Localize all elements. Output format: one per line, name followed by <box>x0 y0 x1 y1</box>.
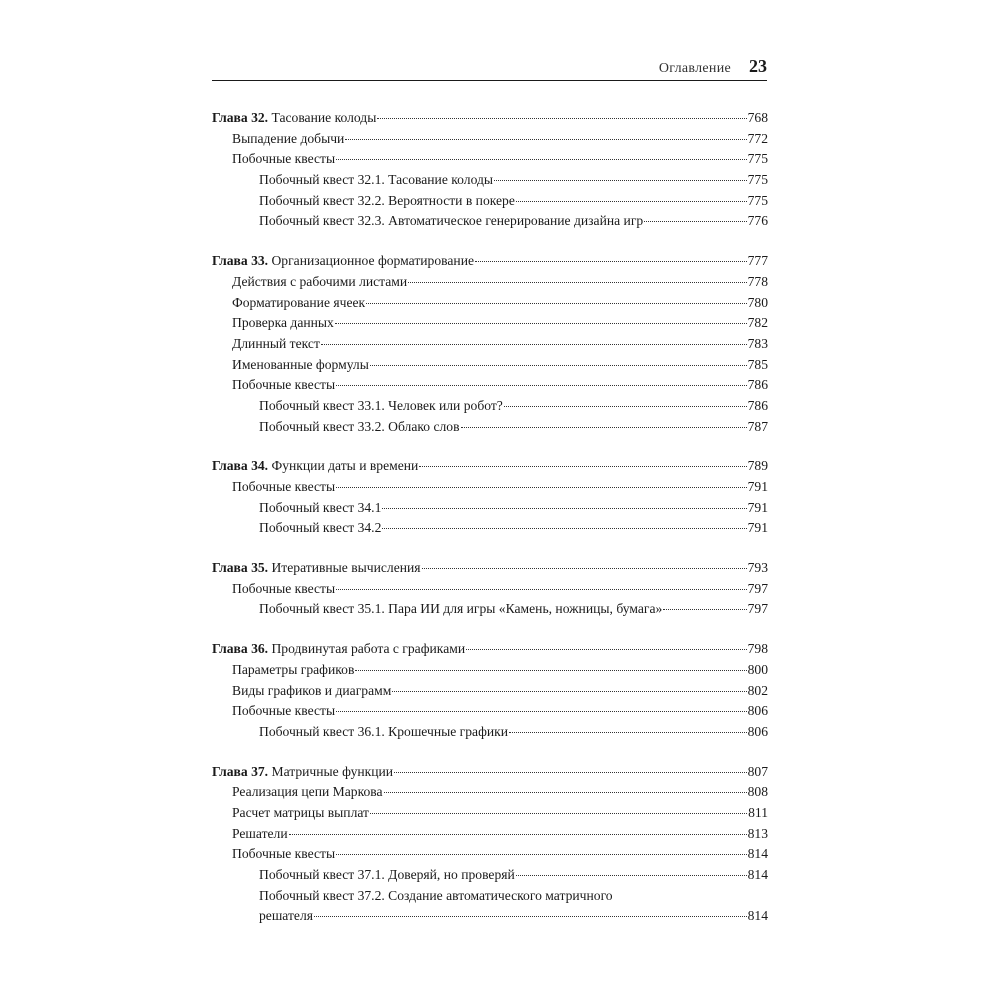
entry-page-number: 775 <box>747 151 768 167</box>
running-header <box>212 54 767 81</box>
chapter-page-number: 807 <box>747 763 768 779</box>
chapter-entry[interactable] <box>212 108 768 129</box>
chapter-title-text <box>212 251 474 272</box>
entry-page-number: 791 <box>747 499 768 515</box>
dot-leader <box>336 486 747 488</box>
dot-leader <box>504 405 747 407</box>
chapter-entry[interactable] <box>212 558 768 579</box>
chapter-page-number: 768 <box>747 110 768 125</box>
chapter-block <box>212 639 768 742</box>
section-entry[interactable] <box>212 375 768 396</box>
dot-leader <box>516 200 747 202</box>
dot-leader <box>419 465 746 467</box>
dot-leader <box>321 343 747 345</box>
entry-title: Побочный квест 36.1. Крошечные графики <box>259 723 509 739</box>
dot-leader <box>382 527 746 529</box>
entry-page-number: 775 <box>747 192 768 208</box>
entry-title: Длинный текст <box>232 335 320 351</box>
section-entry[interactable] <box>212 149 768 170</box>
chapter-title: Тасование колоды <box>271 110 377 125</box>
dot-leader <box>336 588 747 590</box>
dot-leader <box>382 507 746 509</box>
entry-title: Виды графиков и диаграмм <box>232 682 392 698</box>
entry-title: решателя <box>259 908 313 924</box>
chapter-label: Глава 36. <box>212 641 269 657</box>
entry-page-number: 814 <box>747 908 768 924</box>
entry-page-number: 811 <box>748 804 768 820</box>
chapter-page-number: 777 <box>747 253 768 269</box>
chapter-page-number: 789 <box>747 458 768 474</box>
entry-title: Побочный квест 33.2. Облако слов <box>259 418 460 434</box>
entry-page-number: 772 <box>747 130 768 146</box>
dot-leader <box>366 302 746 304</box>
table-of-contents <box>212 108 768 946</box>
entry-page-number: 806 <box>747 723 768 739</box>
section-entry[interactable] <box>212 824 768 845</box>
dot-leader <box>384 791 747 793</box>
section-entry[interactable] <box>212 477 768 498</box>
chapter-entry[interactable] <box>212 762 768 783</box>
entry-title: Побочный квест 32.3. Автоматическое генерирование дизайна игр <box>259 213 644 229</box>
chapter-label: Глава 34. <box>212 458 269 474</box>
chapter-block <box>212 762 768 928</box>
entry-title: Побочный квест 34.1 <box>259 499 382 515</box>
entry-page-number: 778 <box>747 273 768 289</box>
entry-page-number: 786 <box>747 397 768 413</box>
entry-page-number: 786 <box>747 377 768 393</box>
section-entry[interactable] <box>212 355 768 376</box>
dot-leader <box>494 179 747 181</box>
side-quest-entry[interactable] <box>212 211 768 232</box>
toc-entry-line[interactable]: Побочный квест 37.2. Создание автоматического матричного <box>259 887 613 903</box>
dot-leader <box>516 874 747 876</box>
chapter-title-text <box>212 762 393 783</box>
entry-page-number: 806 <box>747 703 768 719</box>
chapter-entry[interactable] <box>212 639 768 660</box>
chapter-title: Организационное форматирование <box>271 253 475 269</box>
entry-page-number: 800 <box>747 661 768 677</box>
toc-entry-continuation[interactable] <box>212 906 768 927</box>
dot-leader <box>314 915 747 917</box>
chapter-title-text <box>212 456 418 477</box>
side-quest-entry[interactable] <box>212 191 768 212</box>
chapter-title: Функции даты и времени <box>271 458 419 474</box>
header-title: Оглавление <box>658 61 731 76</box>
entry-title: Расчет матрицы выплат <box>232 804 369 820</box>
chapter-page-number: 798 <box>747 641 768 657</box>
section-entry[interactable] <box>212 803 768 824</box>
chapter-entry[interactable] <box>212 251 768 272</box>
chapter-title-text <box>212 639 465 660</box>
page-number: 23 <box>749 56 767 76</box>
entry-title: Побочный квест 34.2 <box>259 520 382 536</box>
entry-title: Именованные формулы <box>232 356 369 372</box>
entry-title: Побочные квесты <box>232 580 336 596</box>
entry-page-number: 791 <box>747 520 768 536</box>
section-entry[interactable] <box>212 782 768 803</box>
section-entry[interactable] <box>212 293 768 314</box>
entry-title: Побочный квест 32.2. Вероятности в покере <box>259 192 515 208</box>
section-entry[interactable] <box>212 681 768 702</box>
chapter-title-text <box>212 558 421 579</box>
dot-leader <box>336 384 747 386</box>
entry-page-number: 787 <box>747 418 768 434</box>
chapter-label: Глава 37. <box>212 763 269 779</box>
side-quest-entry[interactable] <box>212 599 768 620</box>
entry-page-number: 783 <box>747 335 768 351</box>
entry-page-number: 802 <box>747 682 768 698</box>
entry-page-number: 808 <box>747 784 768 800</box>
section-entry[interactable] <box>212 129 768 150</box>
dot-leader <box>370 812 747 814</box>
entry-title: Действия с рабочими листами <box>232 273 408 289</box>
dot-leader <box>336 158 747 160</box>
dot-leader <box>355 669 746 671</box>
entry-title: Форматирование ячеек <box>232 294 366 310</box>
side-quest-entry[interactable] <box>212 722 768 743</box>
dot-leader <box>336 853 747 855</box>
section-entry[interactable] <box>212 660 768 681</box>
entry-page-number: 813 <box>747 825 768 841</box>
dot-leader <box>663 608 746 610</box>
chapter-label: Глава 35. <box>212 560 269 576</box>
dot-leader <box>466 648 747 650</box>
entry-title: Побочный квест 37.1. Доверяй, но проверяй <box>259 867 515 882</box>
section-entry[interactable] <box>212 272 768 293</box>
entry-title: Выпадение добычи <box>232 130 345 146</box>
dot-leader <box>422 567 747 569</box>
dot-leader <box>336 710 747 712</box>
chapter-block <box>212 558 768 620</box>
entry-title: Параметры графиков <box>232 661 355 677</box>
entry-page-number: 797 <box>747 601 768 617</box>
chapter-label: Глава 32. <box>212 110 269 125</box>
chapter-page-number: 793 <box>747 560 768 576</box>
section-entry[interactable] <box>212 334 768 355</box>
dot-leader <box>392 690 746 692</box>
entry-page-number: 780 <box>747 294 768 310</box>
section-entry[interactable] <box>212 579 768 600</box>
entry-title: Побочные квесты <box>232 151 336 167</box>
dot-leader <box>509 731 747 733</box>
entry-page-number: 775 <box>747 172 768 188</box>
entry-page-number: 791 <box>747 479 768 494</box>
section-entry[interactable] <box>212 313 768 334</box>
dot-leader <box>461 426 747 428</box>
chapter-title: Продвинутая работа с графиками <box>271 641 466 657</box>
entry-title: Побочный квест 35.1. Пара ИИ для игры «Камень, ножницы, бумага» <box>259 601 663 617</box>
section-entry[interactable] <box>212 701 768 722</box>
side-quest-entry[interactable] <box>212 865 768 886</box>
entry-title: Решатели <box>232 825 288 841</box>
entry-page-number: 797 <box>747 580 768 596</box>
entry-page-number: 785 <box>747 356 768 372</box>
entry-page-number: 814 <box>747 867 768 882</box>
chapter-title-text <box>212 108 376 129</box>
side-quest-entry[interactable] <box>212 417 768 438</box>
chapter-block <box>212 456 768 539</box>
dot-leader <box>370 364 747 366</box>
chapter-block <box>212 108 768 232</box>
chapter-label: Глава 33. <box>212 253 269 269</box>
dot-leader <box>644 220 746 222</box>
side-quest-entry[interactable] <box>212 170 768 191</box>
entry-title: Побочные квесты <box>232 703 336 719</box>
section-entry[interactable] <box>212 844 768 865</box>
dot-leader <box>289 833 747 835</box>
entry-page-number: 776 <box>747 213 768 229</box>
entry-title: Побочные квесты <box>232 846 336 862</box>
entry-title: Побочные квесты <box>232 479 336 494</box>
entry-title: Проверка данных <box>232 315 334 331</box>
dot-leader <box>475 260 747 262</box>
chapter-block <box>212 251 768 437</box>
side-quest-entry[interactable] <box>212 518 768 539</box>
chapter-entry[interactable] <box>212 456 768 477</box>
dot-leader <box>345 138 746 140</box>
entry-title: Побочный квест 32.1. Тасование колоды <box>259 172 494 188</box>
dot-leader <box>408 281 746 283</box>
entry-title: Реализация цепи Маркова <box>232 784 383 800</box>
entry-title: Побочный квест 33.1. Человек или робот? <box>259 397 503 413</box>
side-quest-entry[interactable] <box>212 498 768 519</box>
chapter-title: Матричные функции <box>271 763 394 779</box>
entry-title: Побочные квесты <box>232 377 336 393</box>
dot-leader <box>377 117 746 119</box>
entry-page-number: 814 <box>747 846 768 862</box>
chapter-title: Итеративные вычисления <box>271 560 421 576</box>
entry-page-number: 782 <box>747 315 768 331</box>
dot-leader <box>394 771 747 773</box>
side-quest-entry[interactable] <box>212 396 768 417</box>
dot-leader <box>335 322 747 324</box>
